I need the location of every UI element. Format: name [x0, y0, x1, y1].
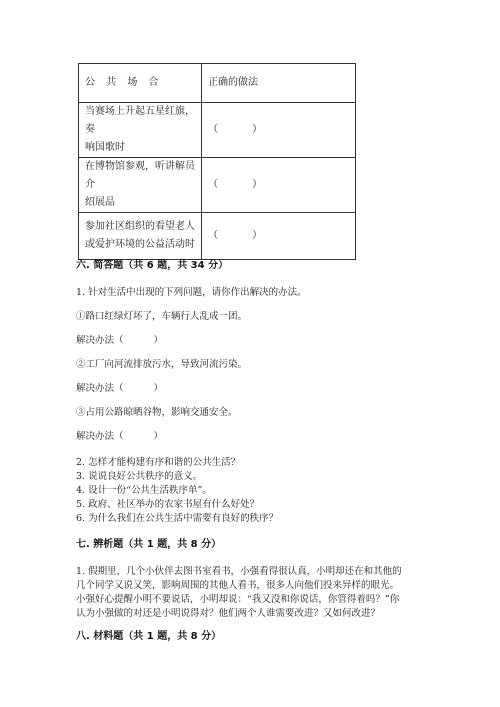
question-5: 5. 政府、社区举办的农家书屋有什么好处？ [76, 499, 260, 510]
table-row [79, 158, 356, 213]
table-row [79, 103, 356, 158]
table-row [79, 213, 356, 260]
solution-line-3[interactable] [76, 430, 163, 444]
answer-open-paren: （ [208, 230, 219, 241]
table-header-practice: 正确的做法 [202, 64, 356, 103]
place-line: 参加社区组织的看望老人 [85, 221, 195, 232]
place-line: 当赛场上升起五星红旗，奏 [85, 106, 195, 135]
solution-label: 解决办法（ [76, 335, 124, 346]
solution-close-paren: ） [153, 431, 164, 442]
analysis-line: 几个同学又说又笑，影响周围的其他人看书，很多人向他们投来异样的眼光。 [76, 580, 400, 591]
question-2: 2. 怎样才能构建有序和谐的公共生活？ [76, 457, 241, 468]
place-line: 绍展品 [85, 197, 115, 208]
solution-line-2[interactable] [76, 382, 163, 396]
question-1: 1. 针对生活中出现的下列问题，请你作出解决的办法。 [76, 287, 307, 298]
answer-close-paren: ） [252, 124, 263, 135]
place-line: 或爱护环境的公益活动时 [85, 239, 195, 250]
place-line: 响国歌时 [85, 142, 125, 153]
section-7-heading: 七. 辨析题（共 1 题，共 8 分） [76, 539, 222, 550]
question-3: 3. 说说良好公共秩序的意义。 [76, 471, 203, 482]
answer-close-paren: ） [252, 230, 263, 241]
solution-line-1[interactable] [76, 334, 163, 348]
solution-label: 解决办法（ [76, 383, 124, 394]
question-1-sub-2: ②工厂向河流排放污水，导致河流污染。 [76, 359, 248, 370]
question-1-sub-3: ③占用公路晾晒谷物，影响交通安全。 [76, 407, 238, 418]
question-4: 4. 设计一份“公共生活秩序单”。 [76, 485, 212, 496]
question-1-sub-1: ①路口红绿灯坏了，车辆行人乱成一团。 [76, 311, 248, 322]
table-cell-place [79, 158, 202, 213]
table-cell-answer[interactable] [202, 103, 356, 158]
section-6-heading: 六. 简答题（共 6 题，共 34 分） [76, 260, 229, 271]
table-header-row [79, 64, 356, 103]
table-cell-place [79, 213, 202, 260]
section-8-heading: 八. 材料题（共 1 题，共 8 分） [76, 631, 222, 642]
place-line: 在博物馆参观，听讲解员介 [85, 161, 195, 190]
question-6: 6. 为什么我们在公共生活中需要有良好的秩序？ [76, 513, 279, 524]
analysis-line: 1. 假期里，几个小伙伴去图书室看书，小强看得很认真，小明却还在和其他的 [76, 566, 402, 577]
answer-close-paren: ） [252, 179, 263, 190]
table-cell-answer[interactable] [202, 158, 356, 213]
table-header-place: 公 共 场 合 [79, 64, 202, 103]
answer-open-paren: （ [208, 124, 219, 135]
solution-label: 解决办法（ [76, 431, 124, 442]
analysis-line: 小强好心提醒小明不要说话，小明却说：“我又没和你说话，你管得着吗？”你 [76, 594, 400, 605]
table-cell-answer[interactable] [202, 213, 356, 260]
analysis-line: 认为小强做的对还是小明说得对？他们两个人谁需要改进？又如何改进？ [76, 608, 381, 619]
solution-close-paren: ） [153, 383, 164, 394]
solution-close-paren: ） [153, 335, 164, 346]
table-cell-place [79, 103, 202, 158]
public-places-table [78, 63, 356, 260]
answer-open-paren: （ [208, 179, 219, 190]
